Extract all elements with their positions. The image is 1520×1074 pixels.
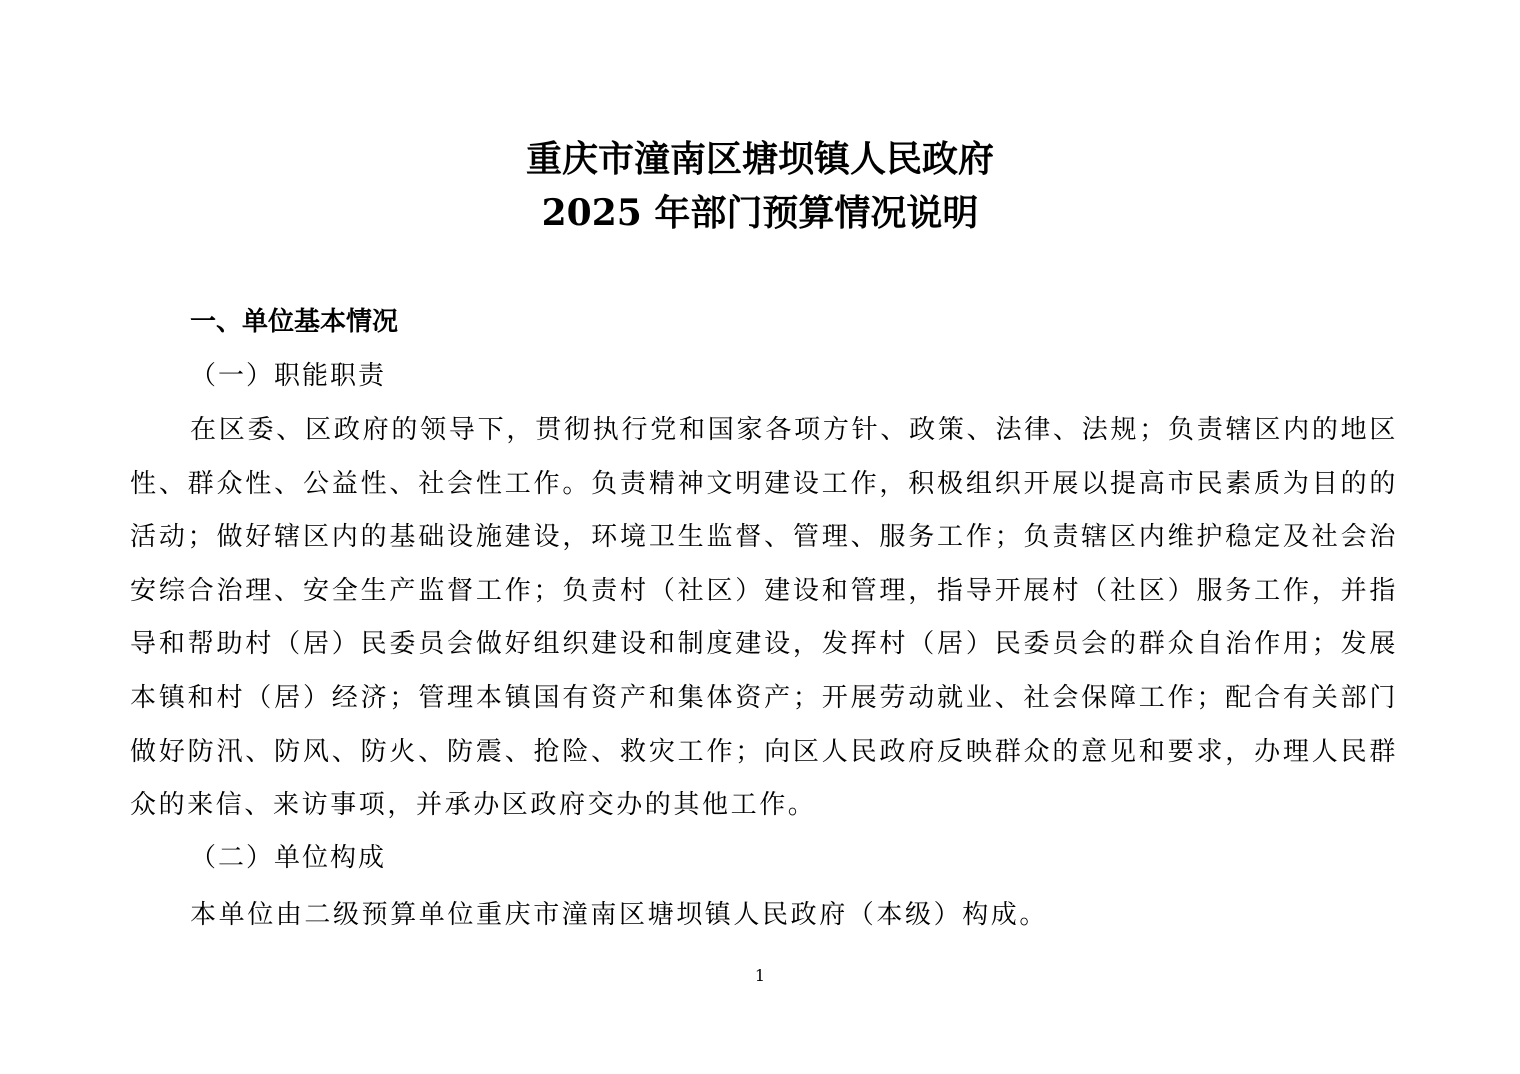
paragraph-functions: 在区委、区政府的领导下，贯彻执行党和国家各项方针、政策、法律、法规；负责辖区内的地区性、群众性、公益性、社会性工作。负责精神文明建设工作，积极组织开展以提高市民素质为目的的活动；做好辖区内的基础设施建设，环境卫生监督、管理、服务工作；负责辖区内维护稳定及社会治安综合治理、安全生产监督工作；负责村（社区）建设和管理，指导开展村（社区）服务工作，并指导和帮助村（居）民委员会做好组织建设和制度建设，发挥村（居）民委员会的群众自治作用；发展本镇和村（居）经济；管理本镇国有资产和集体资产；开展劳动就业、社会保障工作；配合有关部门做好防汛、防风、防火、防震、抢险、救灾工作；向区人民政府反映群众的意见和要求，办理人民群众的来信、来访事项，并承办区政府交办的其他工作。 [130,415,1398,821]
paragraph-composition: 本单位由二级预算单位重庆市潼南区塘坝镇人民政府（本级）构成。 [190,900,1049,930]
subsection-heading-composition: （二）单位构成 [190,843,387,873]
subsection-heading-functions: （一）职能职责 [190,361,387,391]
document-title-line2: 2025 年部门预算情况说明 [541,192,979,234]
document-title-line1: 重庆市潼南区塘坝镇人民政府 [525,138,994,180]
section-heading-unit-basics: 一、单位基本情况 [190,307,399,337]
page-number: 1 [754,966,766,985]
